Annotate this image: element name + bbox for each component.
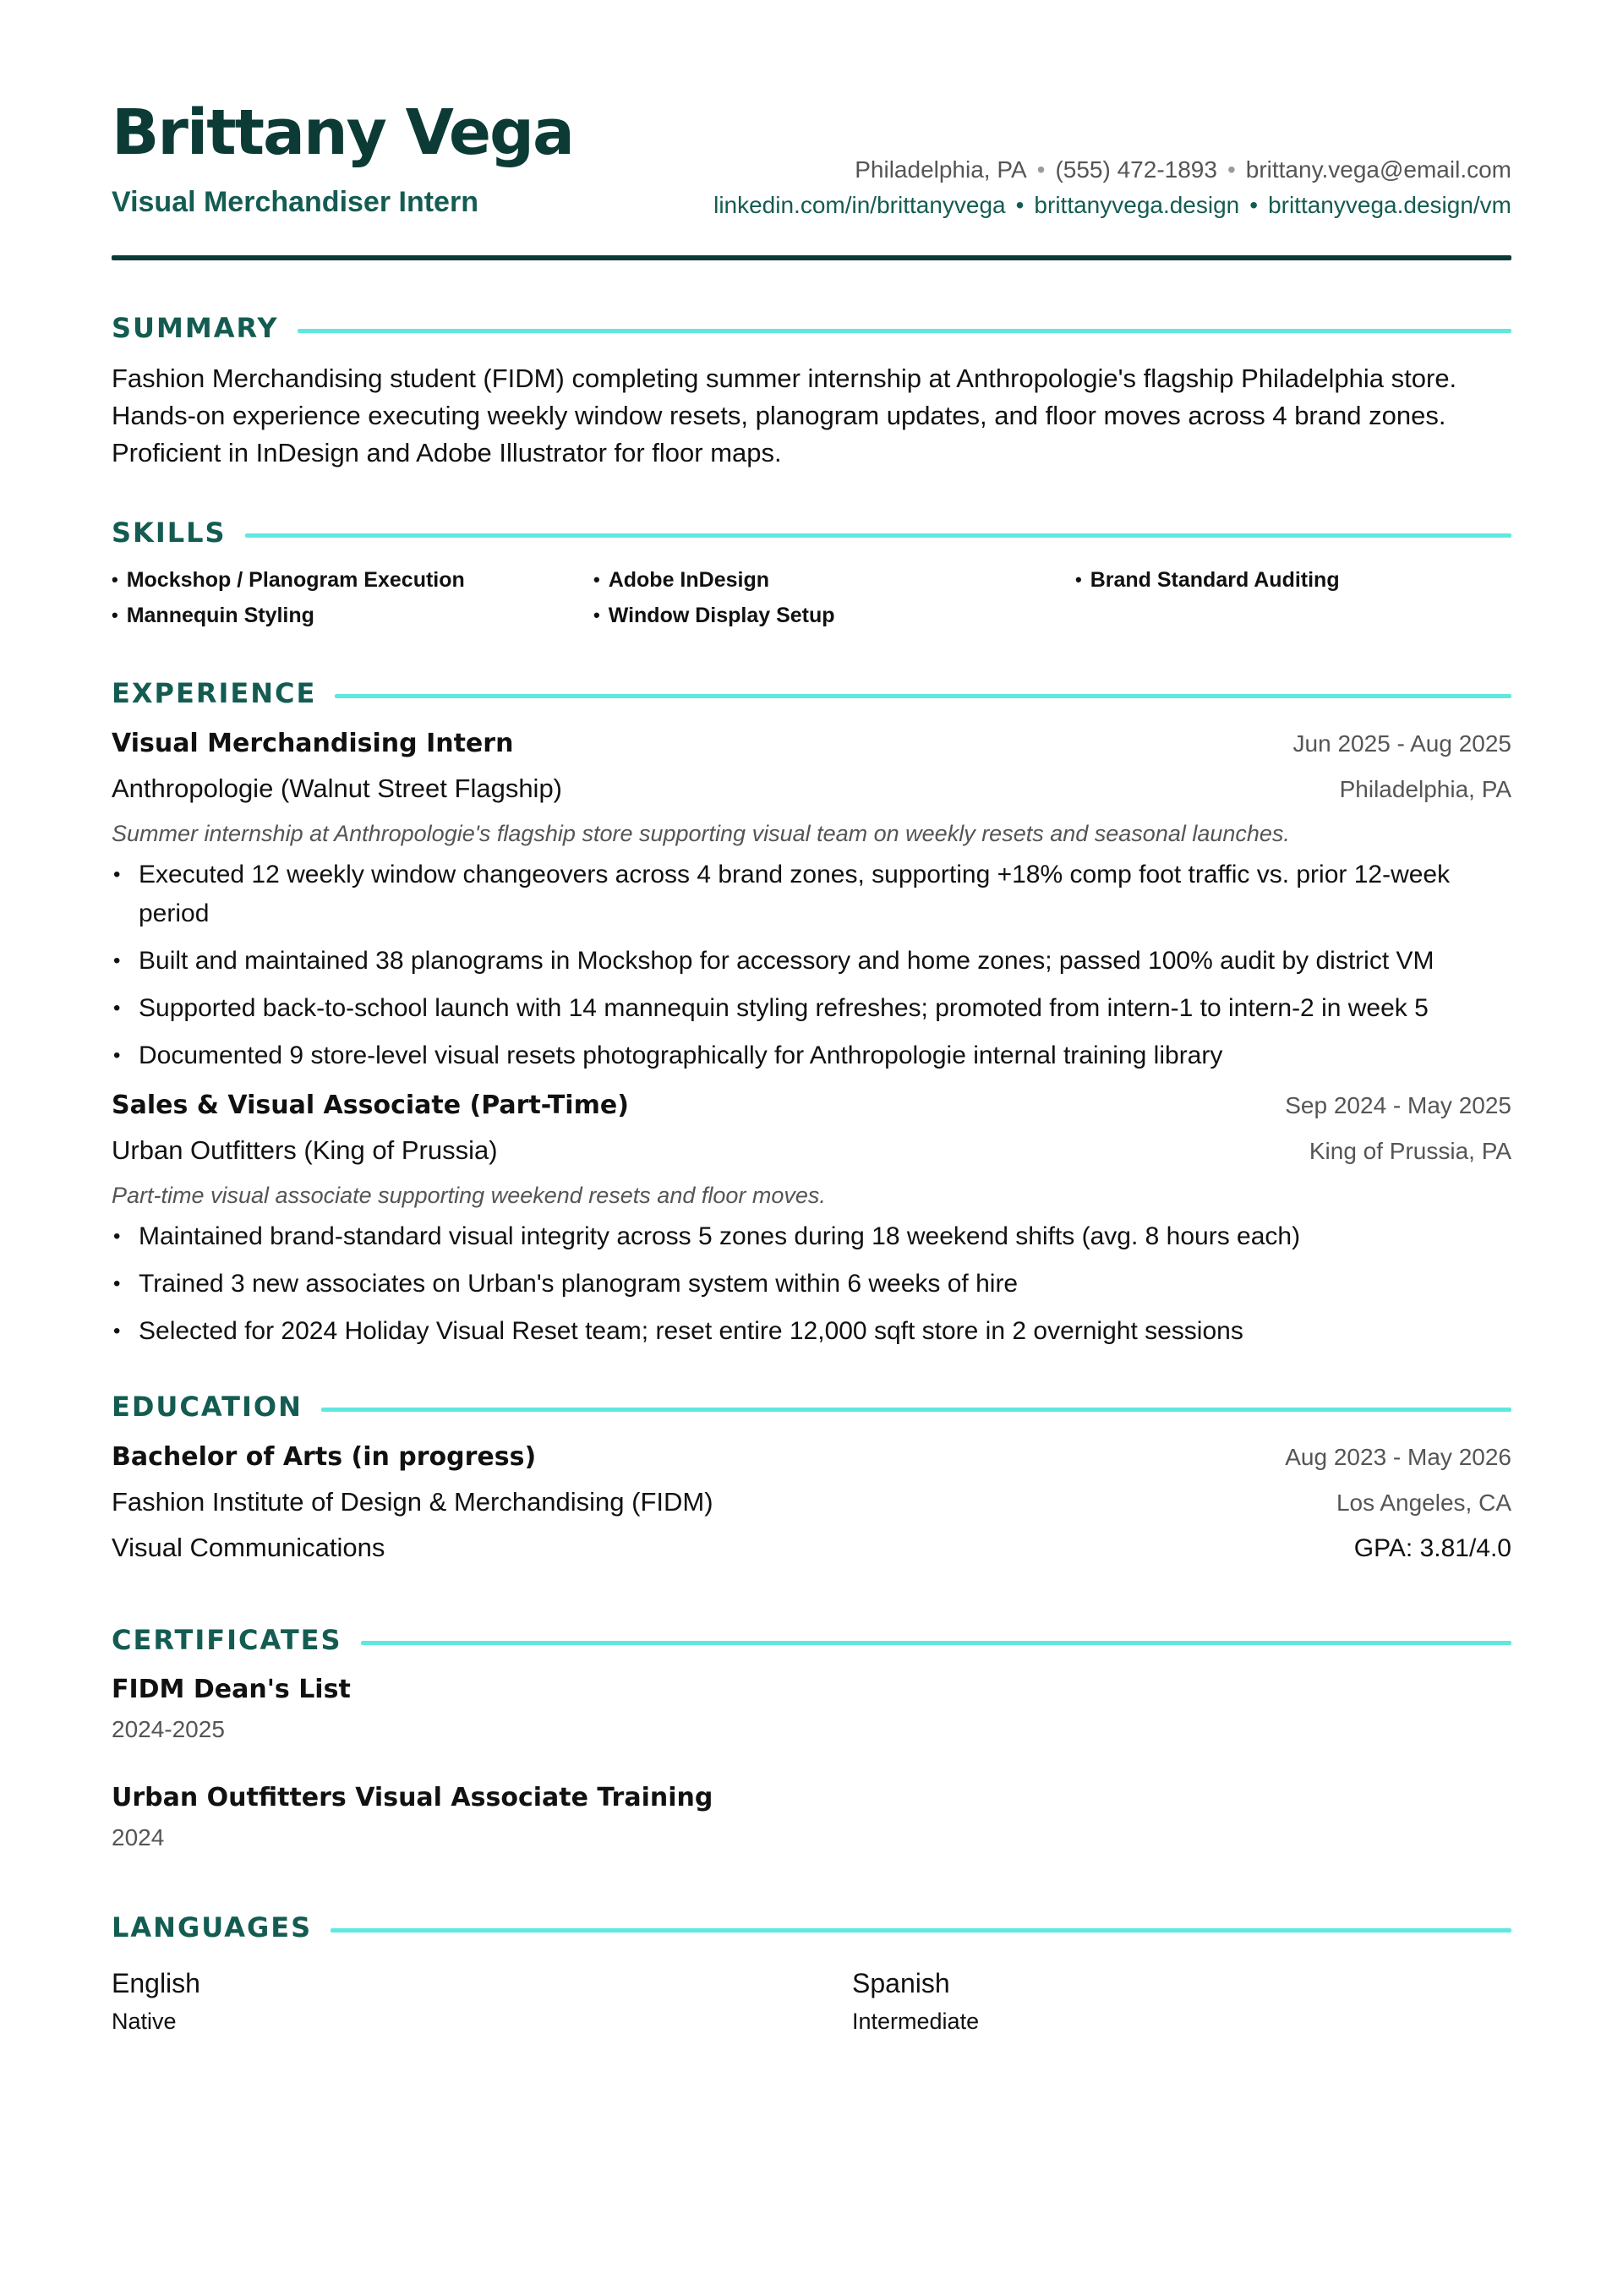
skill-item: • Mockshop / Planogram Execution bbox=[112, 567, 465, 592]
separator-dot: • bbox=[1015, 192, 1025, 218]
degree-title: Bachelor of Arts (in progress) bbox=[112, 1442, 537, 1472]
job-bullets bbox=[112, 856, 1511, 1075]
job-company: Urban Outfitters (King of Prussia) bbox=[112, 1135, 498, 1165]
certificate-name: Urban Outfitters Visual Associate Training bbox=[112, 1783, 713, 1812]
language-item bbox=[852, 1963, 1511, 2039]
job-bullets bbox=[112, 1217, 1511, 1351]
skill-item: • Brand Standard Auditing bbox=[1075, 567, 1340, 592]
certificate-date: 2024-2025 bbox=[112, 1716, 225, 1742]
skill-label: Mannequin Styling bbox=[126, 603, 314, 627]
skills-list bbox=[112, 565, 1511, 631]
field-of-study: Visual Communications bbox=[112, 1533, 385, 1562]
language-level: Intermediate bbox=[852, 2009, 980, 2034]
separator-dot: • bbox=[1249, 192, 1259, 218]
experience-section bbox=[112, 676, 1511, 1351]
skill-item: • Mannequin Styling bbox=[112, 603, 314, 627]
bullet-item: • Executed 12 weekly window changeovers across 4 brand zones, supporting +18% comp foot traffic vs. prior 12-week period bbox=[112, 856, 1511, 933]
certificate-date: 2024 bbox=[112, 1824, 165, 1850]
email-link[interactable]: brittany.vega@email.com bbox=[1245, 156, 1511, 183]
languages-section bbox=[112, 1911, 1511, 2039]
languages-title: LANGUAGES bbox=[112, 1911, 313, 1943]
certificates-title: CERTIFICATES bbox=[112, 1624, 342, 1656]
section-heading bbox=[112, 676, 1511, 710]
location-text: Philadelphia, PA bbox=[855, 156, 1027, 183]
website-link[interactable]: brittanyvega.design bbox=[1034, 192, 1240, 218]
section-rule bbox=[361, 1641, 1511, 1645]
skill-label: Window Display Setup bbox=[608, 603, 835, 627]
job-description: Summer internship at Anthropologie's flagship store supporting visual team on weekly resets and seasonal launches. bbox=[112, 821, 1290, 846]
section-heading bbox=[112, 311, 1511, 345]
section-heading bbox=[112, 1390, 1511, 1424]
bullet-item: • Maintained brand-standard visual integrity across 5 zones during 18 weekend shifts (avg. 8 hours each) bbox=[112, 1217, 1511, 1256]
section-heading bbox=[112, 1911, 1511, 1944]
job-entry bbox=[112, 1084, 1511, 1351]
section-rule bbox=[321, 1408, 1511, 1412]
section-rule bbox=[245, 533, 1511, 538]
skills-section bbox=[112, 516, 1511, 631]
section-rule bbox=[335, 694, 1511, 698]
job-company: Anthropologie (Walnut Street Flagship) bbox=[112, 774, 563, 803]
skill-label: Brand Standard Auditing bbox=[1090, 567, 1340, 592]
language-name: English bbox=[112, 1968, 200, 1998]
contact-info bbox=[713, 152, 1511, 223]
contact-line-2 bbox=[713, 188, 1511, 223]
section-rule bbox=[298, 329, 1511, 333]
summary-text: Fashion Merchandising student (FIDM) completing summer internship at Anthropologie's flagship Philadelphia store. Hands-on experience executing weekly window resets, planogram updates, and floor moves across 4 brand zones. Proficient in InDesign and Adobe Illustrator for floor maps. bbox=[112, 364, 1457, 467]
job-dates: Jun 2025 - Aug 2025 bbox=[1292, 730, 1511, 757]
bullet-item: • Trained 3 new associates on Urban's planogram system within 6 weeks of hire bbox=[112, 1265, 1511, 1304]
school-location: Los Angeles, CA bbox=[1336, 1490, 1511, 1516]
section-heading bbox=[112, 516, 1511, 549]
language-level: Native bbox=[112, 2009, 177, 2034]
job-title: Visual Merchandising Intern bbox=[112, 729, 514, 758]
bullet-item: • Supported back-to-school launch with 14 mannequin styling refreshes; promoted from intern-1 to intern-2 in week 5 bbox=[112, 989, 1511, 1028]
summary-title: SUMMARY bbox=[112, 312, 279, 344]
gpa-text: GPA: 3.81/4.0 bbox=[1353, 1534, 1511, 1562]
certificate-item bbox=[112, 1669, 1511, 1748]
education-entry bbox=[112, 1435, 1511, 1571]
certificates-section bbox=[112, 1623, 1511, 1856]
job-description: Part-time visual associate supporting weekend resets and floor moves. bbox=[112, 1183, 826, 1208]
language-item bbox=[112, 1963, 852, 2039]
job-location: King of Prussia, PA bbox=[1309, 1138, 1511, 1164]
certificate-name: FIDM Dean's List bbox=[112, 1675, 351, 1704]
skill-item: • Adobe InDesign bbox=[593, 567, 769, 592]
skills-title: SKILLS bbox=[112, 517, 227, 549]
job-dates: Sep 2024 - May 2025 bbox=[1285, 1092, 1511, 1118]
summary-section bbox=[112, 311, 1511, 472]
languages-list bbox=[112, 1963, 1511, 2039]
skill-label: Mockshop / Planogram Execution bbox=[126, 567, 465, 592]
education-dates: Aug 2023 - May 2026 bbox=[1285, 1444, 1511, 1470]
separator-dot: • bbox=[1036, 156, 1046, 183]
job-entry bbox=[112, 722, 1511, 1075]
bullet-item: • Built and maintained 38 planograms in Mockshop for accessory and home zones; passed 100% audit by district VM bbox=[112, 942, 1511, 981]
bullet-item: • Selected for 2024 Holiday Visual Reset team; reset entire 12,000 sqft store in 2 overnight sessions bbox=[112, 1312, 1511, 1351]
language-name: Spanish bbox=[852, 1968, 950, 1998]
candidate-name: Brittany Vega bbox=[112, 96, 573, 169]
certificate-item bbox=[112, 1777, 1511, 1856]
portfolio-link[interactable]: brittanyvega.design/vm bbox=[1268, 192, 1511, 218]
job-title: Sales & Visual Associate (Part-Time) bbox=[112, 1091, 629, 1120]
resume-header bbox=[112, 96, 1511, 255]
education-title: EDUCATION bbox=[112, 1391, 303, 1423]
candidate-role: Visual Merchandiser Intern bbox=[112, 186, 478, 218]
separator-dot: • bbox=[1227, 156, 1236, 183]
skill-label: Adobe InDesign bbox=[608, 567, 769, 592]
education-section bbox=[112, 1390, 1511, 1571]
bullet-item: • Documented 9 store-level visual resets photographically for Anthropologie internal training library bbox=[112, 1036, 1511, 1075]
header-divider bbox=[112, 255, 1511, 260]
section-heading bbox=[112, 1623, 1511, 1657]
phone-text: (555) 472-1893 bbox=[1055, 156, 1217, 183]
contact-line-1 bbox=[713, 152, 1511, 188]
job-location: Philadelphia, PA bbox=[1339, 776, 1511, 802]
school-name: Fashion Institute of Design & Merchandising (FIDM) bbox=[112, 1487, 713, 1517]
linkedin-link[interactable]: linkedin.com/in/brittanyvega bbox=[713, 192, 1006, 218]
skill-item: • Window Display Setup bbox=[593, 603, 835, 627]
experience-title: EXPERIENCE bbox=[112, 677, 317, 709]
section-rule bbox=[331, 1928, 1511, 1932]
